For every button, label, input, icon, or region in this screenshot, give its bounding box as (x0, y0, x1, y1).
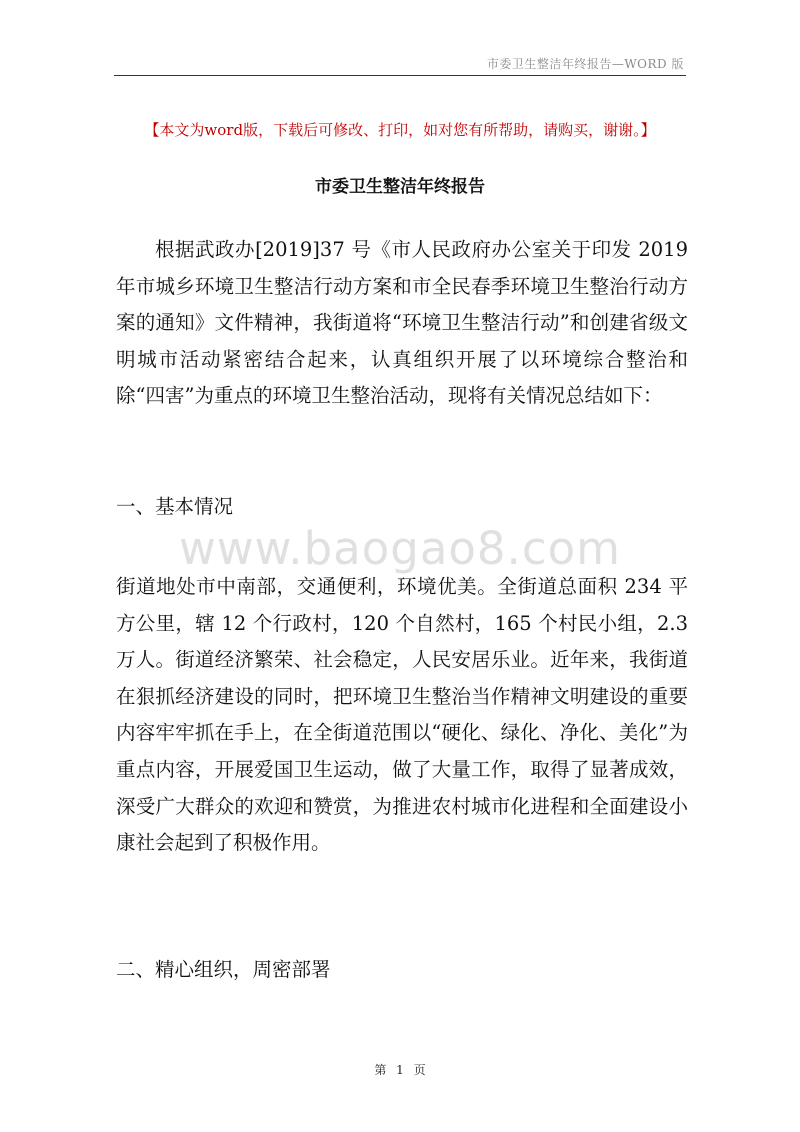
section-heading-organization: 二、精心组织，周密部署 (116, 958, 331, 981)
section-heading-basic-situation: 一、基本情况 (116, 495, 234, 518)
intro-paragraph: 根据武政办[2019]37 号《市人民政府办公室关于印发 2019 年市城乡环境卫生整洁行动方案和市全民春季环境卫生整治行动方案的通知》文件精神，我街道将“环境卫生整洁行动”和创建省级文明城市活动紧密结合起来，认真组织开展了以环境综合整治和除“四害”为重点的环境卫生整治活动，现将有关情况总结如下： (116, 238, 688, 408)
watermark: www.baogao8.com (179, 522, 621, 575)
page-number-prefix: 第 (374, 1063, 387, 1077)
page-footer (0, 1061, 800, 1078)
header-divider (114, 75, 686, 76)
basic-situation-paragraph: 街道地处市中南部，交通便利，环境优美。全街道总面积 234 平方公里，辖 12 个行政村，120 个自然村，165 个村民小组，2.3 万人。街道经济繁荣、社会稳定，人民安居乐业。近年来，我街道在狠抓经济建设的同时，把环境卫生整治当作精神文明建设的重要内容牢牢抓在手上，在全街道范围以“硬化、绿化、净化、美化”为重点内容，开展爱国卫生运动，做了大量工作，取得了显著成效，深受广大群众的欢迎和赞赏，为推进农村城市化进程和全面建设小康社会起到了积极作用。 (116, 575, 688, 855)
page-title: 市委卫生整洁年终报告 (315, 177, 485, 197)
page-number: 1 (396, 1063, 404, 1077)
page-number-suffix: 页 (413, 1063, 426, 1077)
running-header: 市委卫生整洁年终报告—WORD 版 (486, 57, 684, 71)
purchase-notice: 【本文为word版，下载后可修改、打印，如对您有所帮助，请购买，谢谢。】 (144, 121, 656, 139)
